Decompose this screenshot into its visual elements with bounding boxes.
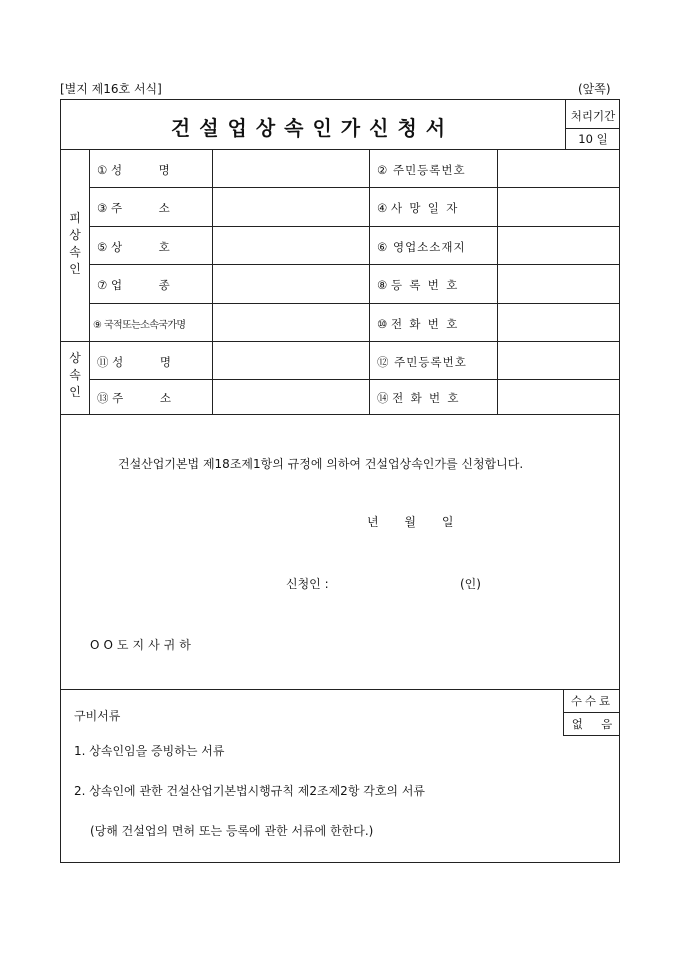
field-input-death-date[interactable] bbox=[498, 188, 619, 226]
field-input-registration-number[interactable] bbox=[498, 265, 619, 303]
heir-input-phone[interactable] bbox=[498, 380, 619, 414]
seal-label: (인) bbox=[460, 577, 481, 591]
field-label-registration-number: ⑧ 등 록 번 호 bbox=[377, 278, 458, 292]
field-input-phone[interactable] bbox=[498, 304, 619, 341]
table-bottom-line bbox=[60, 414, 620, 415]
fee-label: 수수료 bbox=[570, 694, 614, 708]
fee-value: 없 음 bbox=[571, 717, 613, 731]
field-label-name: ① 성 명 bbox=[97, 163, 170, 177]
processing-period-label: 처리기간 bbox=[570, 109, 616, 123]
field-label-address: ③ 주 소 bbox=[97, 201, 170, 215]
field-input-business-type[interactable] bbox=[213, 265, 368, 303]
application-statement: 건설산업기본법 제18조제1항의 규정에 의하여 건설업상속인가를 신청합니다. bbox=[118, 457, 524, 471]
applicant-label: 신청인 : bbox=[286, 577, 329, 591]
heir-label-resident-number: ⑫ 주민등록번호 bbox=[377, 355, 467, 369]
field-input-nationality[interactable] bbox=[213, 304, 368, 341]
col-line bbox=[89, 149, 90, 414]
heir-group-label: 상 속 인 bbox=[69, 351, 81, 399]
heir-input-resident-number[interactable] bbox=[498, 342, 619, 379]
heir-input-name[interactable] bbox=[213, 342, 368, 379]
form-number: [별지 제16호 서식] bbox=[60, 82, 162, 96]
field-label-nationality: ⑨ 국적또는소속국가명 bbox=[93, 320, 186, 331]
docs-top-line bbox=[60, 689, 620, 690]
documents-title: 구비서류 bbox=[74, 709, 121, 723]
heir-label-name: ⑪ 성 명 bbox=[97, 355, 171, 369]
field-input-resident-number[interactable] bbox=[498, 150, 619, 187]
field-label-death-date: ④ 사 망 일 자 bbox=[377, 201, 458, 215]
fee-line bbox=[563, 712, 620, 713]
document-item: (당해 건설업의 면허 또는 등록에 관한 서류에 한한다.) bbox=[90, 824, 374, 838]
fee-bottom-line bbox=[563, 735, 620, 736]
field-label-trade-name: ⑤ 상 호 bbox=[97, 240, 170, 254]
date-line: 년 월 일 bbox=[367, 515, 454, 529]
form-title: 건설업상속인가신청서 bbox=[170, 116, 455, 140]
field-label-office-location: ⑥ 영업소소재지 bbox=[377, 240, 466, 254]
field-label-business-type: ⑦ 업 종 bbox=[97, 278, 170, 292]
field-label-phone: ⑩ 전 화 번 호 bbox=[377, 317, 458, 331]
field-input-office-location[interactable] bbox=[498, 227, 619, 264]
page-side: (앞쪽) bbox=[578, 82, 611, 96]
document-item: 2. 상속인에 관한 건설산업기본법시행규칙 제2조제2항 각호의 서류 bbox=[74, 784, 425, 798]
col-line bbox=[369, 149, 370, 414]
field-input-name[interactable] bbox=[213, 150, 368, 187]
heir-input-address[interactable] bbox=[213, 380, 368, 414]
processing-period-value: 10 일 bbox=[578, 132, 608, 146]
field-input-trade-name[interactable] bbox=[213, 227, 368, 264]
heir-label-phone: ⑭ 전 화 번 호 bbox=[377, 391, 459, 405]
applicant-signature-field[interactable] bbox=[345, 572, 453, 590]
proc-line bbox=[565, 128, 620, 129]
heir-label-address: ⑬ 주 소 bbox=[97, 391, 171, 405]
deceased-group-label: 피 상 속 인 bbox=[69, 211, 81, 276]
document-item: 1. 상속인임을 증빙하는 서류 bbox=[74, 744, 225, 758]
addressee: OO도지사귀하 bbox=[90, 638, 195, 652]
field-input-address[interactable] bbox=[213, 188, 368, 226]
field-label-resident-number: ② 주민등록번호 bbox=[377, 163, 466, 177]
